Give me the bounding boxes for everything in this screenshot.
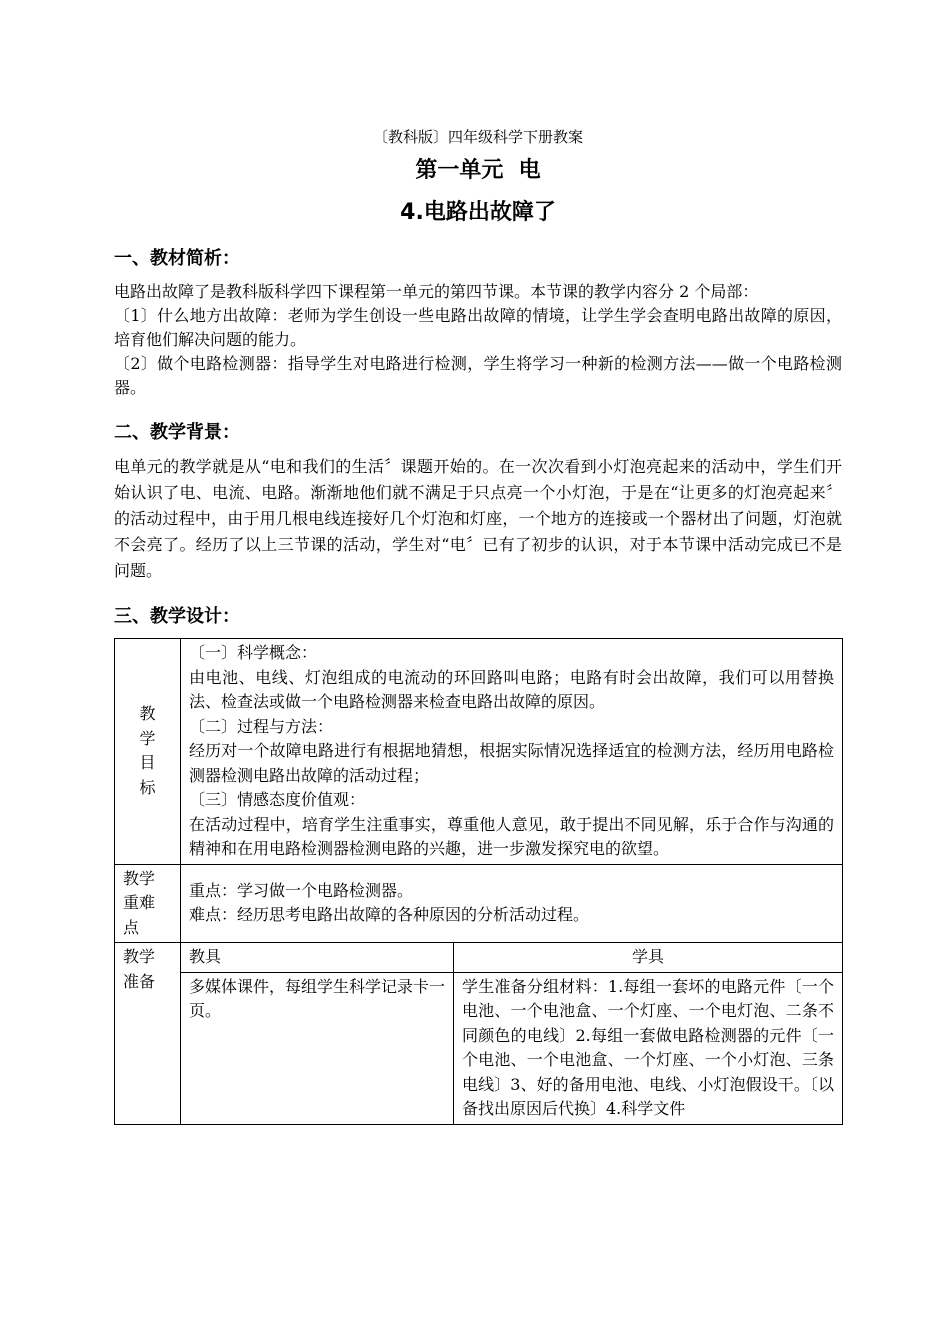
student-materials-header: 学具	[454, 943, 843, 973]
section3-heading: 三、教学设计：	[114, 606, 240, 627]
teaching-design-table	[114, 638, 843, 1125]
goals-content	[181, 639, 843, 865]
section1-paragraph-1: 电路出故障了是教科版科学四下课程第一单元的第四节课。本节课的教学内容分 2 个局部：	[114, 282, 759, 301]
keypoints-row	[115, 864, 843, 943]
goal-heading-concept: 〔一〕科学概念：	[189, 643, 318, 662]
prep-label-line: 教学	[123, 947, 156, 966]
prep-label	[115, 943, 181, 1125]
student-materials-content: 学生准备分组材料：1.每组一套坏的电路元件〔一个电池、一个电池盒、一个灯座、一个电灯泡、二条不同颜色的电线〕2.每组一套做电路检测器的元件〔一个电池、一个电池盒、一个灯座、一个小灯泡、三条电线〕3、好的备用电池、电线、小灯泡假设干。〔以备找出原因后代换〕4.科学文件	[454, 972, 843, 1124]
keypoints-label-line: 教学	[123, 868, 156, 888]
prep-header-row	[115, 943, 843, 973]
keypoint-focus: 重点：学习做一个电路检测器。	[189, 880, 414, 900]
goal-text-concept: 由电池、电线、灯泡组成的电流动的环回路叫电路；电路有时会出故障，我们可以用替换法、检查法或做一个电路检测器来检查电路出故障的原因。	[189, 667, 835, 711]
goals-label-char: 教	[139, 704, 156, 724]
section2-paragraph: 电单元的教学就是从“电和我们的生活〞课题开始的。在一次次看到小灯泡亮起来的活动中，学生们开始认识了电、电流、电路。渐渐地他们就不满足于只点亮一个小灯泡，于是在“让更多的灯泡亮起来〞的活动过程中，由于用几根电线连接好几个灯泡和灯座，一个地方的连接或一个器材出了问题，灯泡就不会亮了。经历了以上三节课的活动，学生对“电〞已有了初步的认识，对于本节课中活动完成已不是问题。	[114, 457, 842, 580]
section1-paragraph-3: 〔2〕做个电路检测器：指导学生对电路进行检测，学生将学习一种新的检测方法——做一个电路检测器。	[114, 354, 842, 397]
goal-text-attitude: 在活动过程中，培育学生注重事实，尊重他人意见，敢于提出不同见解，乐于合作与沟通的精神和在用电路检测器检测电路的兴趣，进一步激发探究电的欲望。	[189, 814, 835, 858]
document-page	[114, 126, 842, 1125]
keypoints-label-line: 点	[123, 917, 140, 937]
prep-label-line: 准备	[123, 971, 156, 991]
section1-paragraph-2: 〔1〕什么地方出故障：老师为学生创设一些电路出故障的情境，让学生学会查明电路出故障的原因，培育他们解决问题的能力。	[114, 306, 842, 349]
keypoints-label-line: 重难	[123, 893, 156, 912]
keypoints-content	[181, 864, 843, 943]
unit-title: 第一单元 电	[415, 158, 541, 183]
keypoint-difficulty: 难点：经历思考电路出故障的各种原因的分析活动过程。	[189, 905, 590, 925]
keypoints-label	[115, 864, 181, 943]
goal-text-process: 经历对一个故障电路进行有根据地猜想，根据实际情况选择适宜的检测方法，经历用电路检测器检测电路出故障的活动过程；	[189, 741, 835, 785]
goals-label	[115, 639, 181, 865]
goals-label-char: 学	[139, 728, 156, 748]
goal-heading-attitude: 〔三〕情感态度价值观：	[189, 790, 366, 809]
lesson-title: 4.电路出故障了	[400, 200, 556, 225]
document-subtitle: 〔教科版〕四年级科学下册教案	[372, 128, 583, 146]
teacher-materials-content: 多媒体课件，每组学生科学记录卡一页。	[181, 972, 454, 1124]
teacher-materials-header: 教具	[181, 943, 454, 973]
goals-row	[115, 639, 843, 865]
goals-label-char: 标	[139, 777, 156, 797]
goal-heading-process: 〔二〕过程与方法：	[189, 716, 334, 736]
section2-heading: 二、教学背景：	[114, 422, 240, 443]
prep-content-row	[115, 972, 843, 1124]
goals-label-char: 目	[139, 753, 156, 773]
section1-heading: 一、教材简析：	[114, 248, 240, 269]
